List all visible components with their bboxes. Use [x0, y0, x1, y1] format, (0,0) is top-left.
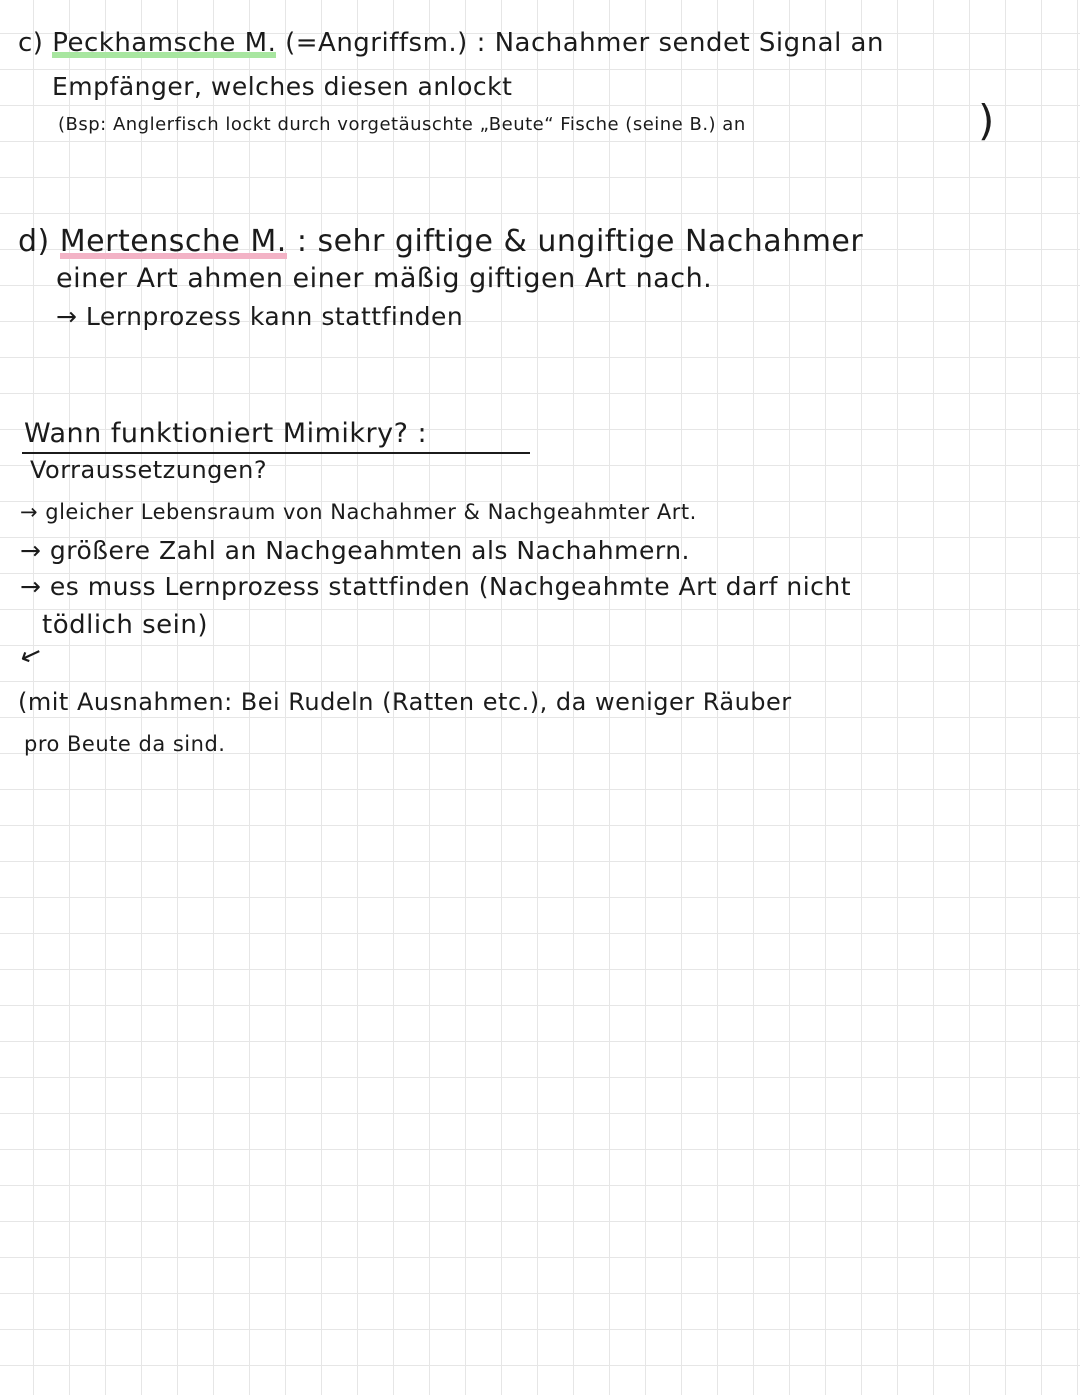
exception-note-line-2: pro Beute da sind.	[24, 732, 226, 756]
mimikry-subheading: Vorraussetzungen?	[30, 456, 268, 484]
section-d-marker: d)	[18, 224, 50, 259]
section-d-line-2: einer Art ahmen einer mäßig giftigen Art nach.	[56, 263, 713, 294]
heading-underline	[22, 452, 530, 454]
bullet-3: → es muss Lernprozess stattfinden (Nachgeahmte Art darf nicht	[20, 572, 852, 601]
bullet-1: → gleicher Lebensraum von Nachahmer & Nachgeahmter Art.	[20, 500, 697, 524]
peckham-term: Peckhamsche M.	[52, 28, 277, 58]
section-c-marker: c)	[18, 28, 44, 58]
mertens-term: Mertensche M.	[59, 224, 287, 259]
mimikry-heading: Wann funktioniert Mimikry? :	[24, 418, 428, 449]
section-d-line-3: → Lernprozess kann stattfinden	[56, 302, 464, 331]
closing-paren: )	[978, 96, 995, 145]
section-c-example: (Bsp: Anglerfisch lockt durch vorgetäuschte „Beute“ Fische (seine B.) an	[58, 114, 746, 135]
section-d-line-1	[18, 224, 863, 259]
bullet-3-continuation: tödlich sein)	[42, 610, 208, 640]
bullet-2: → größere Zahl an Nachgeahmten als Nachahmern.	[20, 536, 690, 565]
section-c-line-1	[18, 28, 884, 58]
exception-note-line-1: (mit Ausnahmen: Bei Rudeln (Ratten etc.), da weniger Räuber	[18, 688, 792, 716]
section-d-definition: : sehr giftige & ungiftige Nachahmer	[296, 224, 864, 259]
section-c-definition: (=Angriffsm.) : Nachahmer sendet Signal an	[285, 28, 884, 58]
section-c-line-2: Empfänger, welches diesen anlockt	[52, 72, 513, 101]
arrow-icon: ↙	[15, 637, 47, 673]
